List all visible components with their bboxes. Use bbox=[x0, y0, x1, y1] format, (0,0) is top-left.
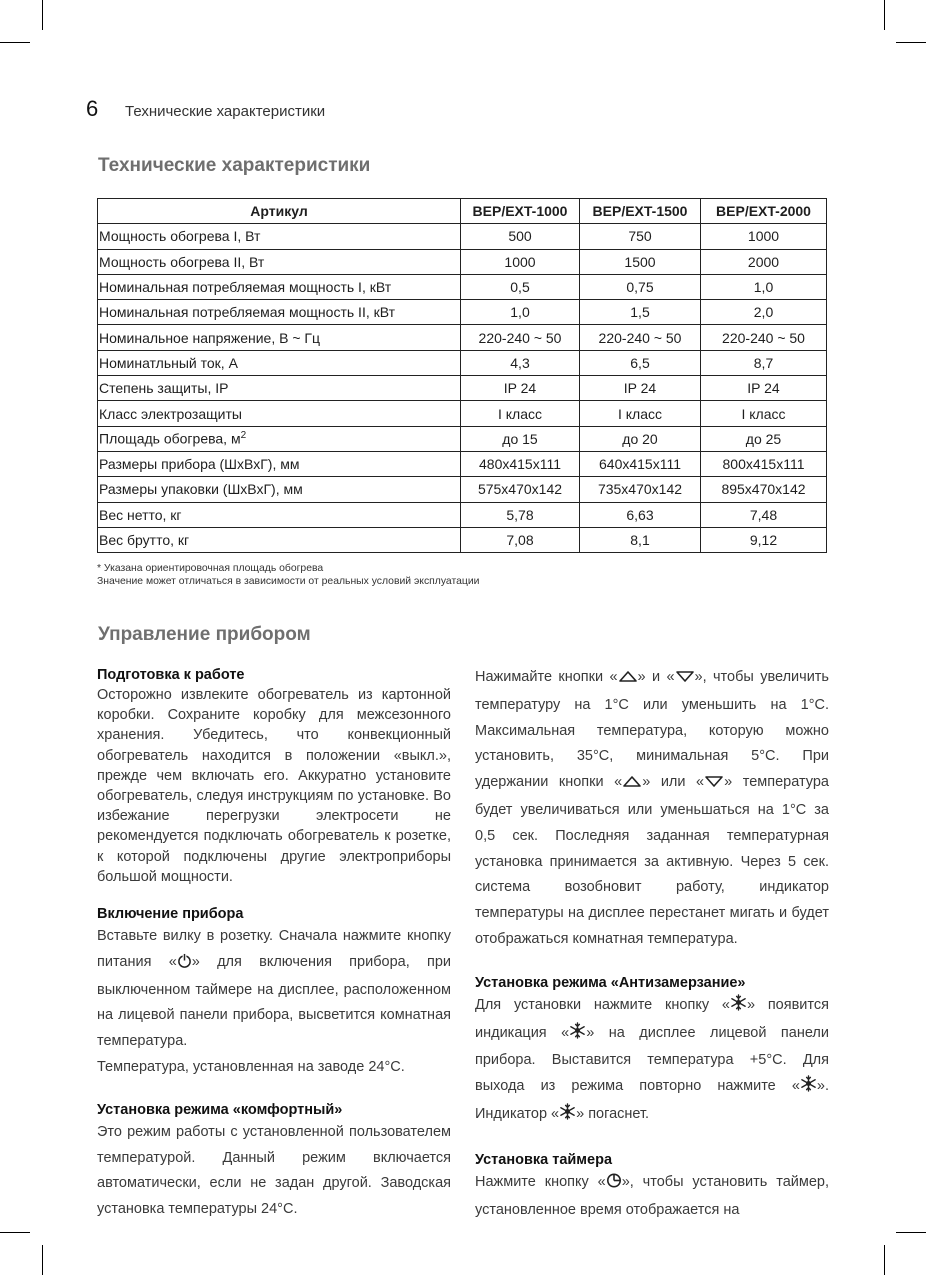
crop-mark bbox=[896, 1232, 926, 1233]
param-label: Мощность обогрева I, Вт bbox=[99, 228, 261, 245]
triangle-up-icon bbox=[618, 667, 638, 693]
text-fragment: Нажмите кнопку « bbox=[475, 1173, 606, 1190]
text-fragment: » и « bbox=[637, 669, 675, 685]
table-header-row bbox=[98, 199, 827, 224]
value-cell: 0,75 bbox=[580, 274, 701, 299]
crop-mark bbox=[896, 42, 926, 43]
value-cell: 800x415x111 bbox=[701, 451, 827, 476]
triangle-down-icon bbox=[704, 772, 724, 798]
value-cell: до 25 bbox=[701, 426, 827, 451]
param-cell bbox=[98, 350, 461, 375]
paragraph: Это режим работы с установленной пользователем температурой. Данный режим включается автоматически, если не задан другой. Заводская установка температуры 24°С. bbox=[97, 1123, 451, 1218]
snowflake-icon bbox=[730, 994, 747, 1021]
value-cell: 735x470x142 bbox=[580, 477, 701, 502]
column-header: BEP/EXT-1500 bbox=[580, 199, 701, 224]
paragraph bbox=[475, 1170, 829, 1224]
param-label: Номинальное напряжение, В ~ Гц bbox=[99, 329, 320, 346]
page-header bbox=[86, 96, 325, 122]
superscript: 2 bbox=[240, 430, 247, 442]
left-column bbox=[97, 666, 451, 1223]
text-fragment: » погаснет. bbox=[576, 1105, 650, 1122]
triangle-up-icon bbox=[622, 772, 642, 798]
spec-table bbox=[97, 198, 827, 553]
footnote bbox=[97, 562, 479, 588]
param-cell bbox=[98, 527, 461, 552]
param-label: Размеры прибора (ШхВхГ), мм bbox=[99, 456, 300, 473]
param-label: Номинатльный ток, А bbox=[99, 354, 238, 371]
value-cell: 500 bbox=[461, 224, 580, 249]
param-cell bbox=[98, 300, 461, 325]
value-cell: 640x415x111 bbox=[580, 451, 701, 476]
table-row bbox=[98, 376, 827, 401]
page-number: 6 bbox=[86, 96, 99, 121]
value-cell: 575x470x142 bbox=[461, 477, 580, 502]
table-row bbox=[98, 325, 827, 350]
value-cell: IP 24 bbox=[461, 376, 580, 401]
triangle-down-icon bbox=[675, 667, 695, 693]
text-fragment: » для включения прибора, при выключенном таймере на дисплее, расположенном на лицевой панели прибора, высветится комнатная температура. bbox=[97, 953, 451, 1050]
value-cell: 220-240 ~ 50 bbox=[461, 325, 580, 350]
param-label: Класс электрозащиты bbox=[99, 405, 242, 422]
value-cell: 1,0 bbox=[461, 300, 580, 325]
value-cell: I класс bbox=[701, 401, 827, 426]
subsection-heading: Установка таймера bbox=[475, 1151, 613, 1168]
paragraph bbox=[475, 993, 829, 1130]
table-row bbox=[98, 224, 827, 249]
crop-mark bbox=[42, 1245, 43, 1275]
param-cell bbox=[98, 477, 461, 502]
param-cell bbox=[98, 502, 461, 527]
snowflake-icon bbox=[569, 1022, 586, 1049]
param-label: Площадь обогрева, м bbox=[99, 431, 241, 448]
param-cell bbox=[98, 224, 461, 249]
value-cell: IP 24 bbox=[580, 376, 701, 401]
value-cell: 480x415x111 bbox=[461, 451, 580, 476]
param-label: Номинальная потребляемая мощность I, кВт bbox=[99, 279, 392, 296]
paragraph bbox=[97, 924, 451, 1055]
text-fragment: » появится индикация « bbox=[475, 996, 829, 1041]
text-fragment: Для установки нажмите кнопку « bbox=[475, 996, 730, 1013]
param-label: Вес брутто, кг bbox=[99, 532, 190, 548]
text-fragment: ». Индикатор « bbox=[475, 1078, 829, 1122]
paragraph: Температура, установленная на заводе 24°С. bbox=[97, 1059, 405, 1076]
text-fragment: », чтобы увеличить температуру на 1°С или уменьшить на 1°С. Максимальная температура, которую можно установить, 35°С, минимальная 5°С. При удержании кнопки « bbox=[475, 669, 829, 791]
crop-mark bbox=[884, 0, 885, 30]
paragraph bbox=[475, 665, 829, 953]
spec-section-title: Технические характеристики bbox=[98, 155, 371, 176]
paragraph: Осторожно извлеките обогреватель из картонной коробки. Сохраните коробку для межсезонного хранения. Убедитесь, что конвекционный обогреватель находится в положении «выкл.», прежде чем включать его. Аккуратно установите обогреватель, следуя инструкциям по установке. Во избежание перегрузки электросети не рекомендуется подключать обогреватель к розетке, к которой подключены другие электроприборы большой мощности. bbox=[97, 687, 451, 885]
value-cell: 5,78 bbox=[461, 502, 580, 527]
snowflake-icon bbox=[559, 1103, 576, 1130]
table-row bbox=[98, 451, 827, 476]
value-cell: 6,5 bbox=[580, 350, 701, 375]
subsection-heading: Установка режима «комфортный» bbox=[97, 1101, 343, 1118]
value-cell: до 15 bbox=[461, 426, 580, 451]
text-fragment: Нажимайте кнопки « bbox=[475, 669, 618, 685]
param-cell bbox=[98, 325, 461, 350]
column-header: BEP/EXT-2000 bbox=[701, 199, 827, 224]
value-cell: 2000 bbox=[701, 249, 827, 274]
value-cell: 1,0 bbox=[701, 274, 827, 299]
table-row bbox=[98, 300, 827, 325]
value-cell: 8,1 bbox=[580, 527, 701, 552]
value-cell: I класс bbox=[461, 401, 580, 426]
table-row bbox=[98, 274, 827, 299]
table-row bbox=[98, 477, 827, 502]
subsection-heading: Установка режима «Антизамерзание» bbox=[475, 974, 746, 991]
table-row bbox=[98, 401, 827, 426]
value-cell: 7,48 bbox=[701, 502, 827, 527]
value-cell: 4,3 bbox=[461, 350, 580, 375]
value-cell: 220-240 ~ 50 bbox=[701, 325, 827, 350]
column-header: Артикул bbox=[98, 199, 461, 224]
value-cell: до 20 bbox=[580, 426, 701, 451]
footnote-line: * Указана ориентировочная площадь обогрева bbox=[97, 563, 324, 574]
param-cell bbox=[98, 376, 461, 401]
value-cell: 8,7 bbox=[701, 350, 827, 375]
timer-icon bbox=[606, 1172, 622, 1198]
running-title: Технические характеристики bbox=[125, 103, 326, 120]
value-cell: 1000 bbox=[701, 224, 827, 249]
footnote-line: Значение может отличаться в зависимости от реальных условий эксплуатации bbox=[97, 576, 480, 587]
crop-mark bbox=[884, 1245, 885, 1275]
crop-mark bbox=[0, 42, 30, 43]
param-cell bbox=[98, 426, 461, 451]
value-cell: 0,5 bbox=[461, 274, 580, 299]
value-cell: I класс bbox=[580, 401, 701, 426]
table-row bbox=[98, 527, 827, 552]
table-row bbox=[98, 350, 827, 375]
right-column bbox=[475, 665, 829, 1223]
value-cell: 1,5 bbox=[580, 300, 701, 325]
subsection-heading: Включение прибора bbox=[97, 906, 244, 923]
text-fragment: » температура будет увеличиваться или уменьшаться на 1°С за 0,5 сек. Последняя заданная температурная установка принимается за активную. Через 5 сек. система возобновит работу, индикатор температуры на дисплее перестанет мигать и будет отображаться комнатная температура. bbox=[475, 774, 829, 947]
power-icon bbox=[177, 952, 192, 978]
param-label: Мощность обогрева II, Вт bbox=[99, 253, 265, 270]
table-row bbox=[98, 426, 827, 451]
crop-mark bbox=[0, 1232, 30, 1233]
value-cell: IP 24 bbox=[701, 376, 827, 401]
param-label: Степень защиты, IP bbox=[99, 380, 229, 397]
value-cell: 7,08 bbox=[461, 527, 580, 552]
text-fragment: », чтобы установить таймер, установленное время отображается на bbox=[475, 1173, 829, 1218]
param-label: Вес нетто, кг bbox=[99, 506, 182, 523]
value-cell: 750 bbox=[580, 224, 701, 249]
text-fragment: » или « bbox=[642, 774, 705, 791]
value-cell: 6,63 bbox=[580, 502, 701, 527]
column-header: BEP/EXT-1000 bbox=[461, 199, 580, 224]
param-cell bbox=[98, 274, 461, 299]
text-fragment: Вставьте вилку в розетку. Сначала нажмите кнопку питания « bbox=[97, 928, 451, 970]
param-cell bbox=[98, 401, 461, 426]
param-label: Размеры упаковки (ШхВхГ), мм bbox=[99, 481, 303, 498]
value-cell: 1000 bbox=[461, 249, 580, 274]
param-cell bbox=[98, 249, 461, 274]
param-cell bbox=[98, 451, 461, 476]
value-cell: 220-240 ~ 50 bbox=[580, 325, 701, 350]
value-cell: 895x470x142 bbox=[701, 477, 827, 502]
text-fragment: » на дисплее лицевой панели прибора. Выставится температура +5°С. Для выхода из режима повторно нажмите « bbox=[475, 1024, 829, 1095]
table-row bbox=[98, 249, 827, 274]
crop-mark bbox=[42, 0, 43, 30]
subsection-heading: Подготовка к работе bbox=[97, 667, 245, 683]
param-label: Номинальная потребляемая мощность II, кВт bbox=[99, 304, 396, 321]
control-section-title: Управление прибором bbox=[98, 624, 311, 645]
value-cell: 1500 bbox=[580, 249, 701, 274]
table-row bbox=[98, 502, 827, 527]
snowflake-icon bbox=[800, 1075, 817, 1102]
value-cell: 2,0 bbox=[701, 300, 827, 325]
value-cell: 9,12 bbox=[701, 527, 827, 552]
